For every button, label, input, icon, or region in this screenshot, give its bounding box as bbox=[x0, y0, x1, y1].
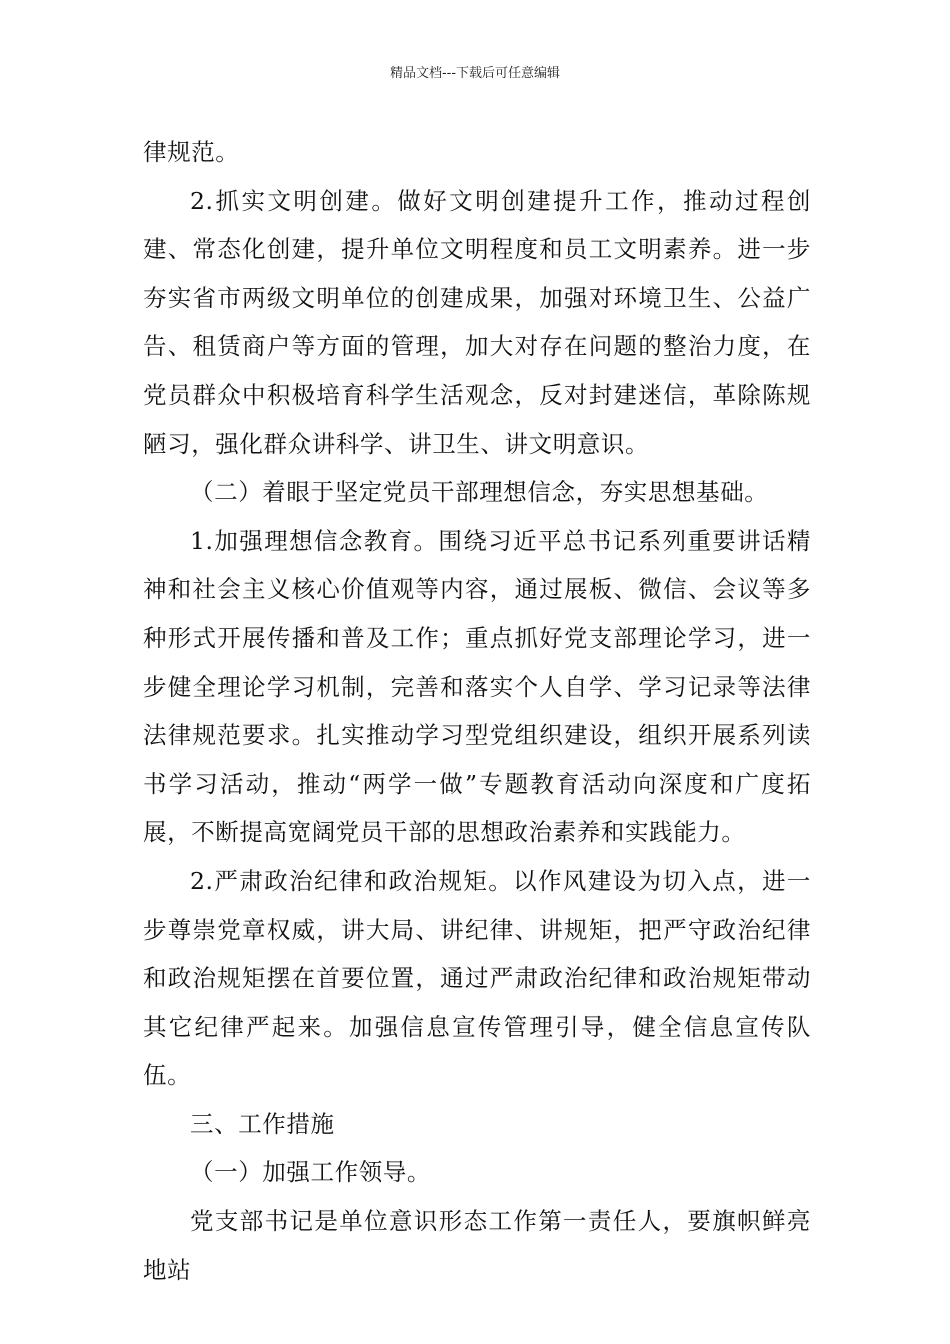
paragraph-3: （二）着眼于坚定党员干部理想信念，夯实思想基础。 bbox=[190, 478, 769, 507]
paragraph-7: （一）加强工作领导。 bbox=[190, 1158, 431, 1187]
paragraph-8: 党支部书记是单位意识形态工作第一责任人，要旗帜鲜亮地站 bbox=[143, 1207, 811, 1284]
paragraph-5: 2.严肃政治纪律和政治规矩。以作风建设为切入点，进一步尊崇党章权威，讲大局、讲纪律、讲规矩，把严守政治纪律和政治规矩摆在首要位置，通过严肃政治纪律和政治规矩带动其它纪律严起来。加强信息宣传管理引导，健全信息宣传队伍。 bbox=[143, 866, 811, 1090]
paragraph-4: 1.加强理想信念教育。围绕习近平总书记系列重要讲话精神和社会主义核心价值观等内容，通过展板、微信、会议等多种形式开展传播和普及工作；重点抓好党支部理论学习，进一步健全理论学习机制，完善和落实个人自学、学习记录等法律法律规范要求。扎实推动学习型党组织建设，组织开展系列读书学习活动，推动“两学一做”专题教育活动向深度和广度拓展，不断提高宽阔党员干部的思想政治素养和实践能力。 bbox=[143, 526, 811, 847]
page-header: 精品文档---下载后可任意编辑 bbox=[389, 66, 561, 81]
paragraph-6: 三、工作措施 bbox=[190, 1109, 335, 1138]
paragraph-1: 律规范。 bbox=[143, 138, 240, 166]
document-body bbox=[143, 128, 811, 1294]
paragraph-2: 2.抓实文明创建。做好文明创建提升工作，推动过程创建、常态化创建，提升单位文明程度和员工文明素养。进一步夯实省市两级文明单位的创建成果，加强对环境卫生、公益广告、租赁商户等方面的管理，加大对存在问题的整治力度，在党员群众中积极培育科学生活观念，反对封建迷信，革除陈规陋习，强化群众讲科学、讲卫生、讲文明意识。 bbox=[143, 186, 811, 458]
